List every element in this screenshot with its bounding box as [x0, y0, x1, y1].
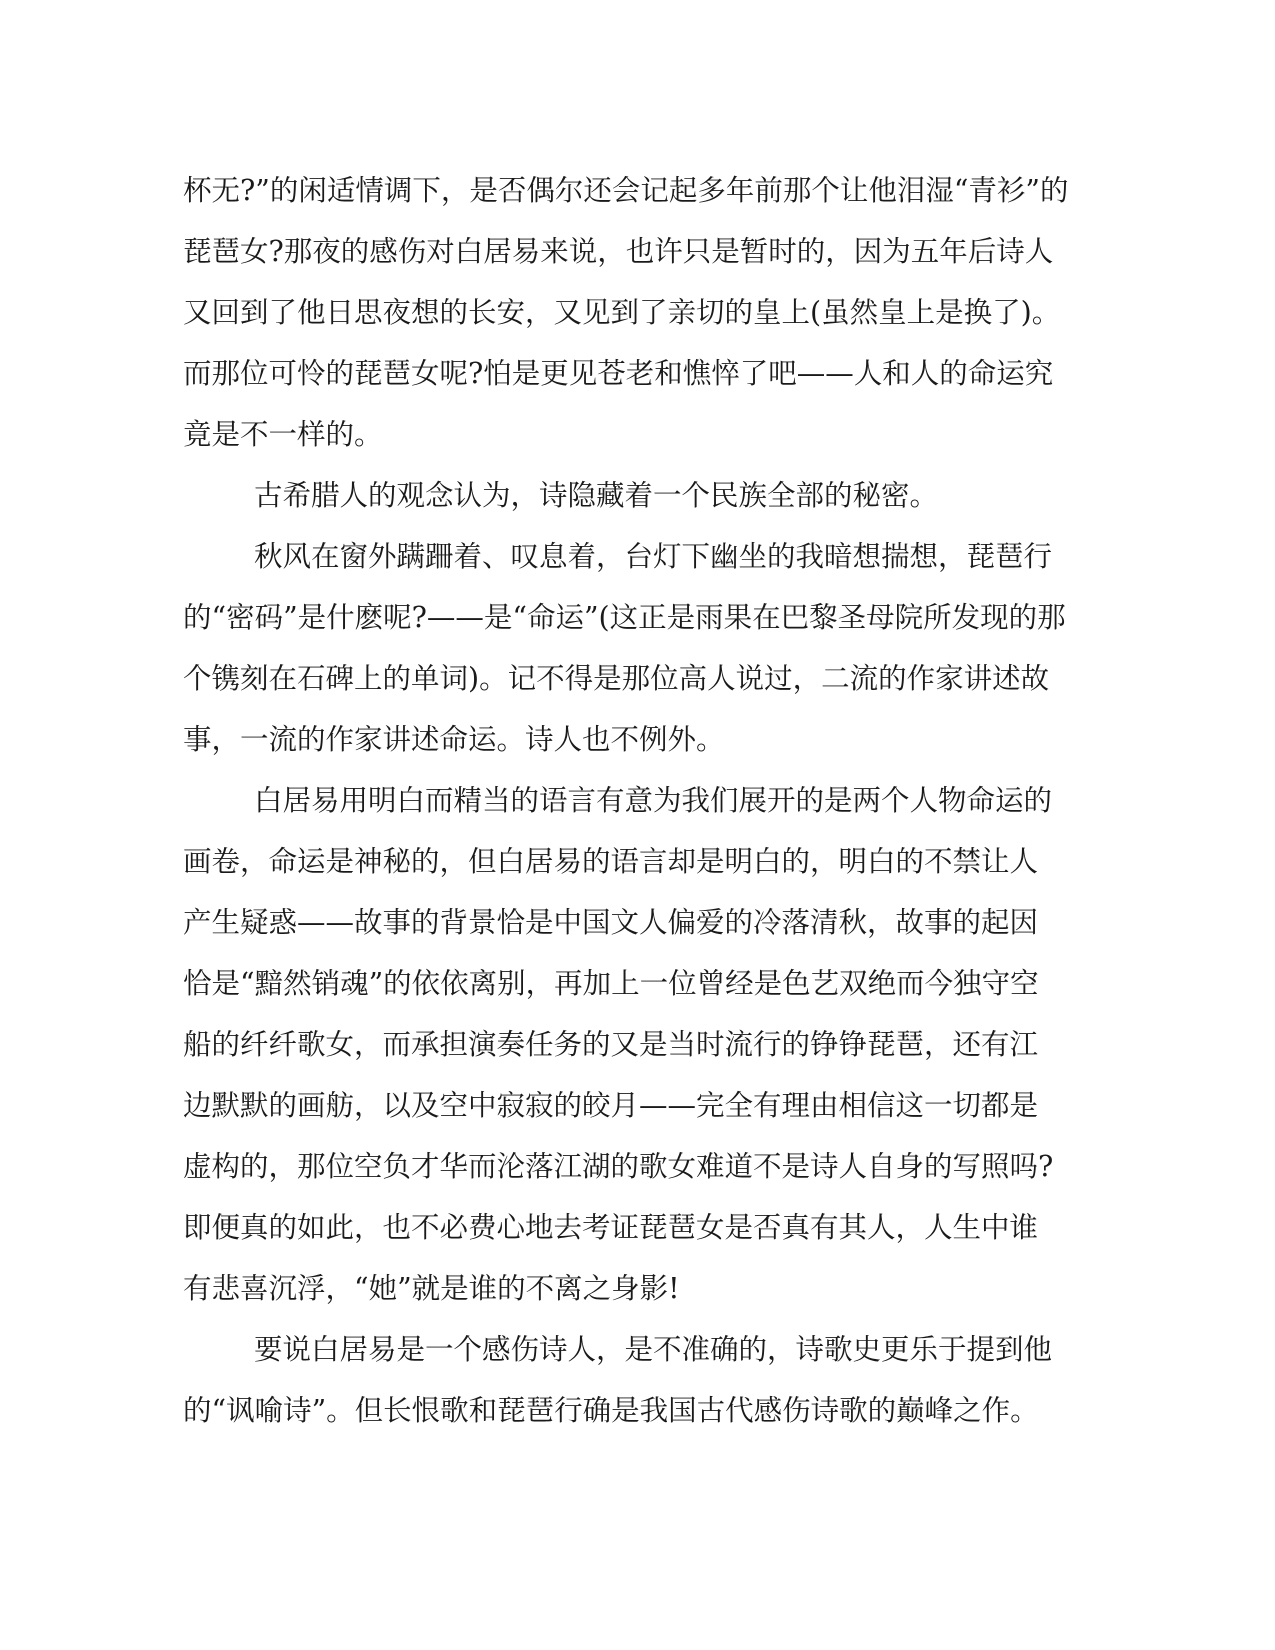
text-line: 画卷，命运是神秘的，但白居易的语言却是明白的，明白的不禁让人: [183, 845, 1039, 878]
text-line: 古希腊人的观念认为，诗隐藏着一个民族全部的秘密。: [254, 479, 939, 512]
text-line: 要说白居易是一个感伤诗人，是不准确的，诗歌史更乐于提到他: [254, 1333, 1053, 1366]
text-line: 虚构的，那位空负才华而沦落江湖的歌女难道不是诗人自身的写照吗?: [183, 1150, 1054, 1183]
text-line: 白居易用明白而精当的语言有意为我们展开的是两个人物命运的: [254, 784, 1053, 817]
text-line: 琵琶女?那夜的感伤对白居易来说，也许只是暂时的，因为五年后诗人: [183, 235, 1054, 268]
paragraph-1: [183, 160, 1069, 465]
text-line: 杯无?”的闲适情调下，是否偶尔还会记起多年前那个让他泪湿“青衫”的: [183, 174, 1069, 207]
text-line: 事，一流的作家讲述命运。诗人也不例外。: [183, 723, 725, 756]
text-line: 的“讽喻诗”。但长恨歌和琵琶行确是我国古代感伤诗歌的巅峰之作。: [183, 1394, 1039, 1427]
text-line: 恰是“黯然销魂”的依依离别，再加上一位曾经是色艺双绝而今独守空: [183, 967, 1039, 1000]
paragraph-5: [183, 1319, 1053, 1441]
text-line: 即便真的如此，也不必费心地去考证琵琶女是否真有其人，人生中谁: [183, 1211, 1039, 1244]
paragraph-4: [183, 770, 1054, 1319]
text-line: 船的纤纤歌女，而承担演奏任务的又是当时流行的铮铮琵琶，还有江: [183, 1028, 1039, 1061]
text-line: 边默默的画舫，以及空中寂寂的皎月——完全有理由相信这一切都是: [183, 1089, 1039, 1122]
text-line: 的“密码”是什麽呢?——是“命运”(这正是雨果在巴黎圣母院所发现的那: [183, 601, 1066, 634]
text-line: 个镌刻在石碑上的单词)。记不得是那位高人说过，二流的作家讲述故: [183, 662, 1050, 695]
text-line: 又回到了他日思夜想的长安，又见到了亲切的皇上(虽然皇上是换了)。: [183, 296, 1061, 329]
paragraph-3: [183, 526, 1066, 770]
body-text: [183, 160, 1069, 1441]
text-line: 竟是不一样的。: [183, 418, 383, 451]
paragraph-2: [183, 465, 1033, 526]
text-line: 秋风在窗外蹒跚着、叹息着，台灯下幽坐的我暗想揣想，琵琶行: [254, 540, 1053, 573]
text-line: 而那位可怜的琵琶女呢?怕是更见苍老和憔悴了吧——人和人的命运究: [183, 357, 1054, 390]
text-line: 产生疑惑——故事的背景恰是中国文人偏爱的冷落清秋，故事的起因: [183, 906, 1039, 939]
text-line: 有悲喜沉浮，“她”就是谁的不离之身影!: [183, 1272, 680, 1305]
